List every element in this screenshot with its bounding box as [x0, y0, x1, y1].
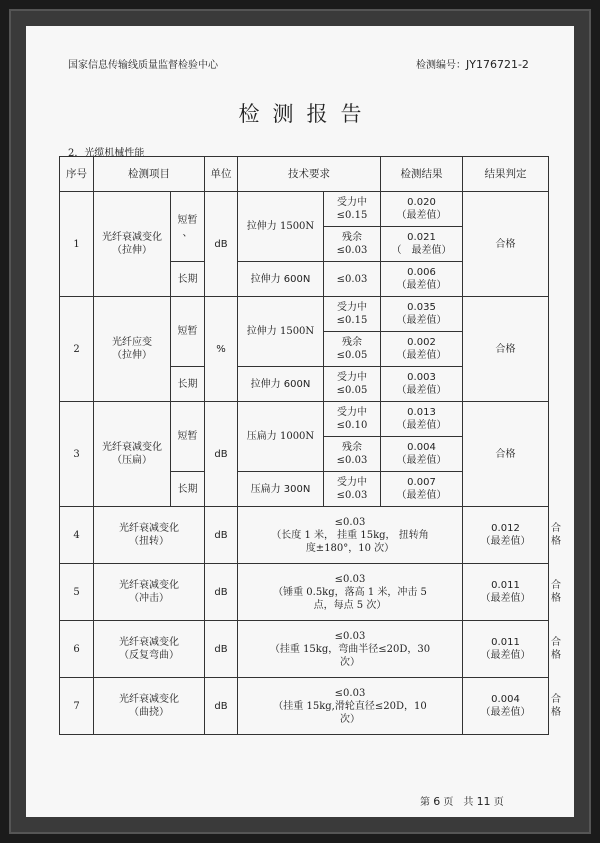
load-requirement: [238, 297, 324, 367]
footer-mid: 页 共: [443, 797, 474, 808]
test-result: [463, 678, 549, 735]
requirement-text: 次）: [340, 656, 360, 668]
row-number: [60, 402, 94, 507]
test-item-text: 光纤衰减变化: [119, 637, 179, 648]
unit: [205, 621, 238, 678]
verdict-text: 合格: [495, 343, 516, 355]
load-requirement: [238, 367, 324, 402]
test-item-text: 光纤衰减变化: [102, 232, 162, 243]
limit-requirement-text: ≤0.05: [336, 385, 368, 396]
limit-requirement: [324, 192, 381, 227]
row-number: [60, 507, 94, 564]
load-requirement: [238, 192, 324, 262]
row-number-text: 5: [73, 586, 80, 598]
col-header: 检测结果: [381, 157, 463, 192]
verdict-text: 合格: [495, 448, 516, 460]
test-item: [94, 402, 171, 507]
limit-requirement-text: 残余: [342, 337, 362, 348]
test-result: [381, 332, 463, 367]
limit-requirement-text: ≤0.15: [336, 210, 368, 221]
requirement-text: ≤0.03: [334, 630, 366, 642]
term-label: [171, 402, 205, 472]
test-item-text: （曲挠）: [129, 707, 169, 718]
load-requirement: [238, 402, 324, 472]
table-row: [60, 507, 549, 564]
test-item-text: 光纤衰减变化: [102, 442, 162, 453]
unit-text: dB: [214, 700, 228, 712]
requirement: [238, 564, 463, 621]
limit-requirement-text: ≤0.03: [336, 455, 368, 466]
test-item-text: （反复弯曲）: [119, 650, 179, 661]
limit-requirement: [324, 402, 381, 437]
page-number: 6: [433, 795, 441, 808]
col-header: 技术要求: [238, 157, 381, 192]
page-total: 11: [476, 795, 491, 808]
test-result: [381, 367, 463, 402]
test-item: [94, 192, 171, 297]
table-row: [60, 402, 549, 437]
unit: [205, 192, 238, 297]
requirement-text: （挂重 15kg，弯曲半径≤20D，30: [269, 643, 431, 655]
test-result: [463, 621, 549, 678]
verdict: [463, 297, 549, 402]
limit-requirement-text: 受力中: [337, 197, 367, 208]
test-result-text: 0.035: [407, 302, 436, 313]
load-requirement-text: 拉伸力 1500N: [246, 221, 315, 232]
test-result-text: 0.021: [407, 232, 436, 243]
unit: [205, 678, 238, 735]
test-item-text: （压扁）: [112, 455, 152, 466]
limit-requirement-text: 受力中: [337, 477, 367, 488]
test-result-text: 0.012: [491, 523, 520, 534]
verdict-text: 合格: [551, 637, 561, 661]
unit-text: dB: [214, 586, 228, 598]
requirement-text: ≤0.03: [334, 516, 366, 528]
test-result-text: 0.011: [491, 637, 520, 648]
row-number: [60, 192, 94, 297]
test-result-text: 0.011: [491, 580, 520, 591]
term-label: [171, 192, 205, 262]
requirement-text: 度±180°，10 次）: [305, 542, 395, 554]
test-item: [94, 678, 205, 735]
test-result-text: （最差值）: [396, 490, 447, 501]
test-item-text: 光纤衰减变化: [119, 523, 179, 534]
row-number-text: 7: [73, 700, 80, 712]
verdict-text: 合格: [551, 580, 561, 604]
load-requirement: [238, 262, 324, 297]
requirement-text: 点，每点 5 次）: [313, 599, 387, 611]
test-result-text: 0.020: [407, 197, 436, 208]
load-requirement: [238, 472, 324, 507]
test-item: [94, 621, 205, 678]
test-result: [381, 192, 463, 227]
test-result-text: （最差值）: [480, 650, 531, 661]
test-result: [381, 437, 463, 472]
unit-text: dB: [214, 448, 228, 460]
table-row: [60, 192, 549, 227]
limit-requirement-text: ≤0.10: [336, 420, 368, 431]
test-result-text: 0.006: [407, 267, 436, 278]
row-number-text: 1: [73, 238, 80, 250]
limit-requirement-text: ≤0.03: [336, 273, 368, 285]
test-result: [381, 262, 463, 297]
unit-text: dB: [214, 238, 228, 250]
test-item: [94, 564, 205, 621]
limit-requirement-text: ≤0.05: [336, 350, 368, 361]
test-result-text: （最差值）: [396, 420, 447, 431]
test-result: [381, 402, 463, 437]
test-result-text: 0.004: [491, 694, 520, 705]
unit: [205, 507, 238, 564]
unit: [205, 297, 238, 402]
term-label: [171, 367, 205, 402]
limit-requirement-text: ≤0.03: [336, 490, 368, 501]
unit-text: dB: [214, 643, 228, 655]
test-result-text: （最差值）: [396, 385, 447, 396]
test-result: [463, 507, 549, 564]
section-title: 2．光缆机械性能: [68, 148, 145, 159]
unit-text: dB: [214, 529, 228, 541]
requirement-text: ≤0.03: [334, 573, 366, 585]
table-row: [60, 564, 549, 621]
limit-requirement: [324, 297, 381, 332]
limit-requirement-text: 受力中: [337, 302, 367, 313]
requirement-text: （长度 1 米， 挂重 15kg， 扭转角: [271, 529, 429, 541]
table-row: [60, 297, 549, 332]
test-result-text: 0.002: [407, 337, 436, 348]
load-requirement-text: 拉伸力 1500N: [246, 326, 315, 337]
test-item: [94, 507, 205, 564]
term-label-text: 短暂: [177, 214, 198, 226]
test-item-text: 光纤应变: [112, 337, 152, 348]
col-header: 检测项目: [94, 157, 205, 192]
test-result-text: （最差值）: [480, 707, 531, 718]
report-number-label: 检测编号：: [416, 60, 466, 71]
term-label-text: 短暂: [177, 431, 198, 442]
test-result-text: （最差值）: [396, 210, 447, 221]
term-label: [171, 472, 205, 507]
limit-requirement: [324, 332, 381, 367]
test-result-text: 0.013: [407, 407, 436, 418]
verdict-text: 合格: [551, 694, 561, 718]
requirement: [238, 678, 463, 735]
verdict-text: 合格: [495, 238, 516, 250]
test-result: [463, 564, 549, 621]
term-label-text: 长期: [177, 483, 198, 495]
row-number: [60, 621, 94, 678]
requirement-text: ≤0.03: [334, 687, 366, 699]
test-result-text: （最差值）: [480, 536, 531, 547]
test-result-text: 0.007: [407, 477, 436, 488]
term-label-text: 短暂: [177, 326, 198, 337]
test-result: [381, 472, 463, 507]
col-header: 单位: [205, 157, 238, 192]
verdict-text: 合格: [551, 523, 561, 547]
limit-requirement-text: 残余: [342, 442, 362, 453]
table-row: [60, 678, 549, 735]
test-result-text: 0.003: [407, 372, 436, 383]
term-label-text: 、: [182, 227, 193, 239]
row-number-text: 6: [73, 643, 80, 655]
limit-requirement: [324, 472, 381, 507]
requirement: [238, 507, 463, 564]
table-header-row: [60, 157, 549, 192]
unit-text: %: [216, 343, 226, 355]
load-requirement-text: 拉伸力 600N: [250, 273, 311, 285]
limit-requirement-text: ≤0.03: [336, 245, 368, 256]
verdict: [463, 402, 549, 507]
load-requirement-text: 压扁力 300N: [250, 483, 311, 495]
unit: [205, 402, 238, 507]
report-page: [26, 26, 574, 817]
test-result-text: 0.004: [407, 442, 436, 453]
footer-prefix: 第: [420, 797, 430, 808]
test-result: [381, 297, 463, 332]
org-name: 国家信息传输线质量监督检验中心: [68, 60, 218, 71]
limit-requirement-text: 受力中: [337, 372, 367, 383]
term-label-text: 长期: [177, 273, 198, 285]
limit-requirement-text: 残余: [342, 232, 362, 243]
row-number: [60, 678, 94, 735]
term-label-text: 长期: [177, 378, 198, 390]
test-item: [94, 297, 171, 402]
requirement-text: （挂重 15kg,滑轮直径≤20D，10: [273, 700, 427, 712]
test-item-text: 光纤衰减变化: [119, 694, 179, 705]
test-item-text: （冲击）: [129, 593, 169, 604]
test-item-text: （扭转）: [129, 536, 169, 547]
requirement-text: （锤重 0.5kg，落高 1 米，冲击 5: [273, 586, 427, 598]
test-item-text: （拉伸）: [112, 350, 152, 361]
limit-requirement: [324, 262, 381, 297]
footer-suffix: 页: [493, 797, 504, 808]
col-header: 序号: [60, 157, 94, 192]
unit: [205, 564, 238, 621]
results-table: [59, 156, 561, 735]
limit-requirement-text: ≤0.15: [336, 315, 368, 326]
page-footer: [420, 793, 504, 808]
test-result-text: （最差值）: [396, 350, 447, 361]
requirement-text: 次）: [340, 713, 360, 725]
limit-requirement-text: 受力中: [337, 407, 367, 418]
load-requirement-text: 压扁力 1000N: [246, 431, 315, 442]
test-result-text: （最差值）: [396, 315, 447, 326]
row-number-text: 3: [73, 448, 80, 460]
test-item-text: （拉伸）: [112, 245, 152, 256]
load-requirement-text: 拉伸力 600N: [250, 378, 311, 390]
term-label: [171, 262, 205, 297]
row-number-text: 2: [73, 343, 80, 355]
test-result: [381, 227, 463, 262]
row-number-text: 4: [73, 529, 80, 541]
report-number: [416, 56, 529, 71]
test-result-text: （最差值）: [480, 593, 531, 604]
term-label: [171, 297, 205, 367]
test-result-text: （最差值）: [396, 455, 447, 466]
report-number-value: JY176721-2: [466, 58, 529, 71]
test-result-text: （最差值）: [396, 280, 447, 291]
test-result-text: （ 最差值）: [391, 245, 452, 256]
page-title: 检测报告: [238, 102, 375, 126]
limit-requirement: [324, 367, 381, 402]
row-number: [60, 564, 94, 621]
verdict: [463, 192, 549, 297]
requirement: [238, 621, 463, 678]
test-item-text: 光纤衰减变化: [119, 580, 179, 591]
row-number: [60, 297, 94, 402]
limit-requirement: [324, 227, 381, 262]
limit-requirement: [324, 437, 381, 472]
table-row: [60, 621, 549, 678]
col-header: 结果判定: [463, 157, 549, 192]
